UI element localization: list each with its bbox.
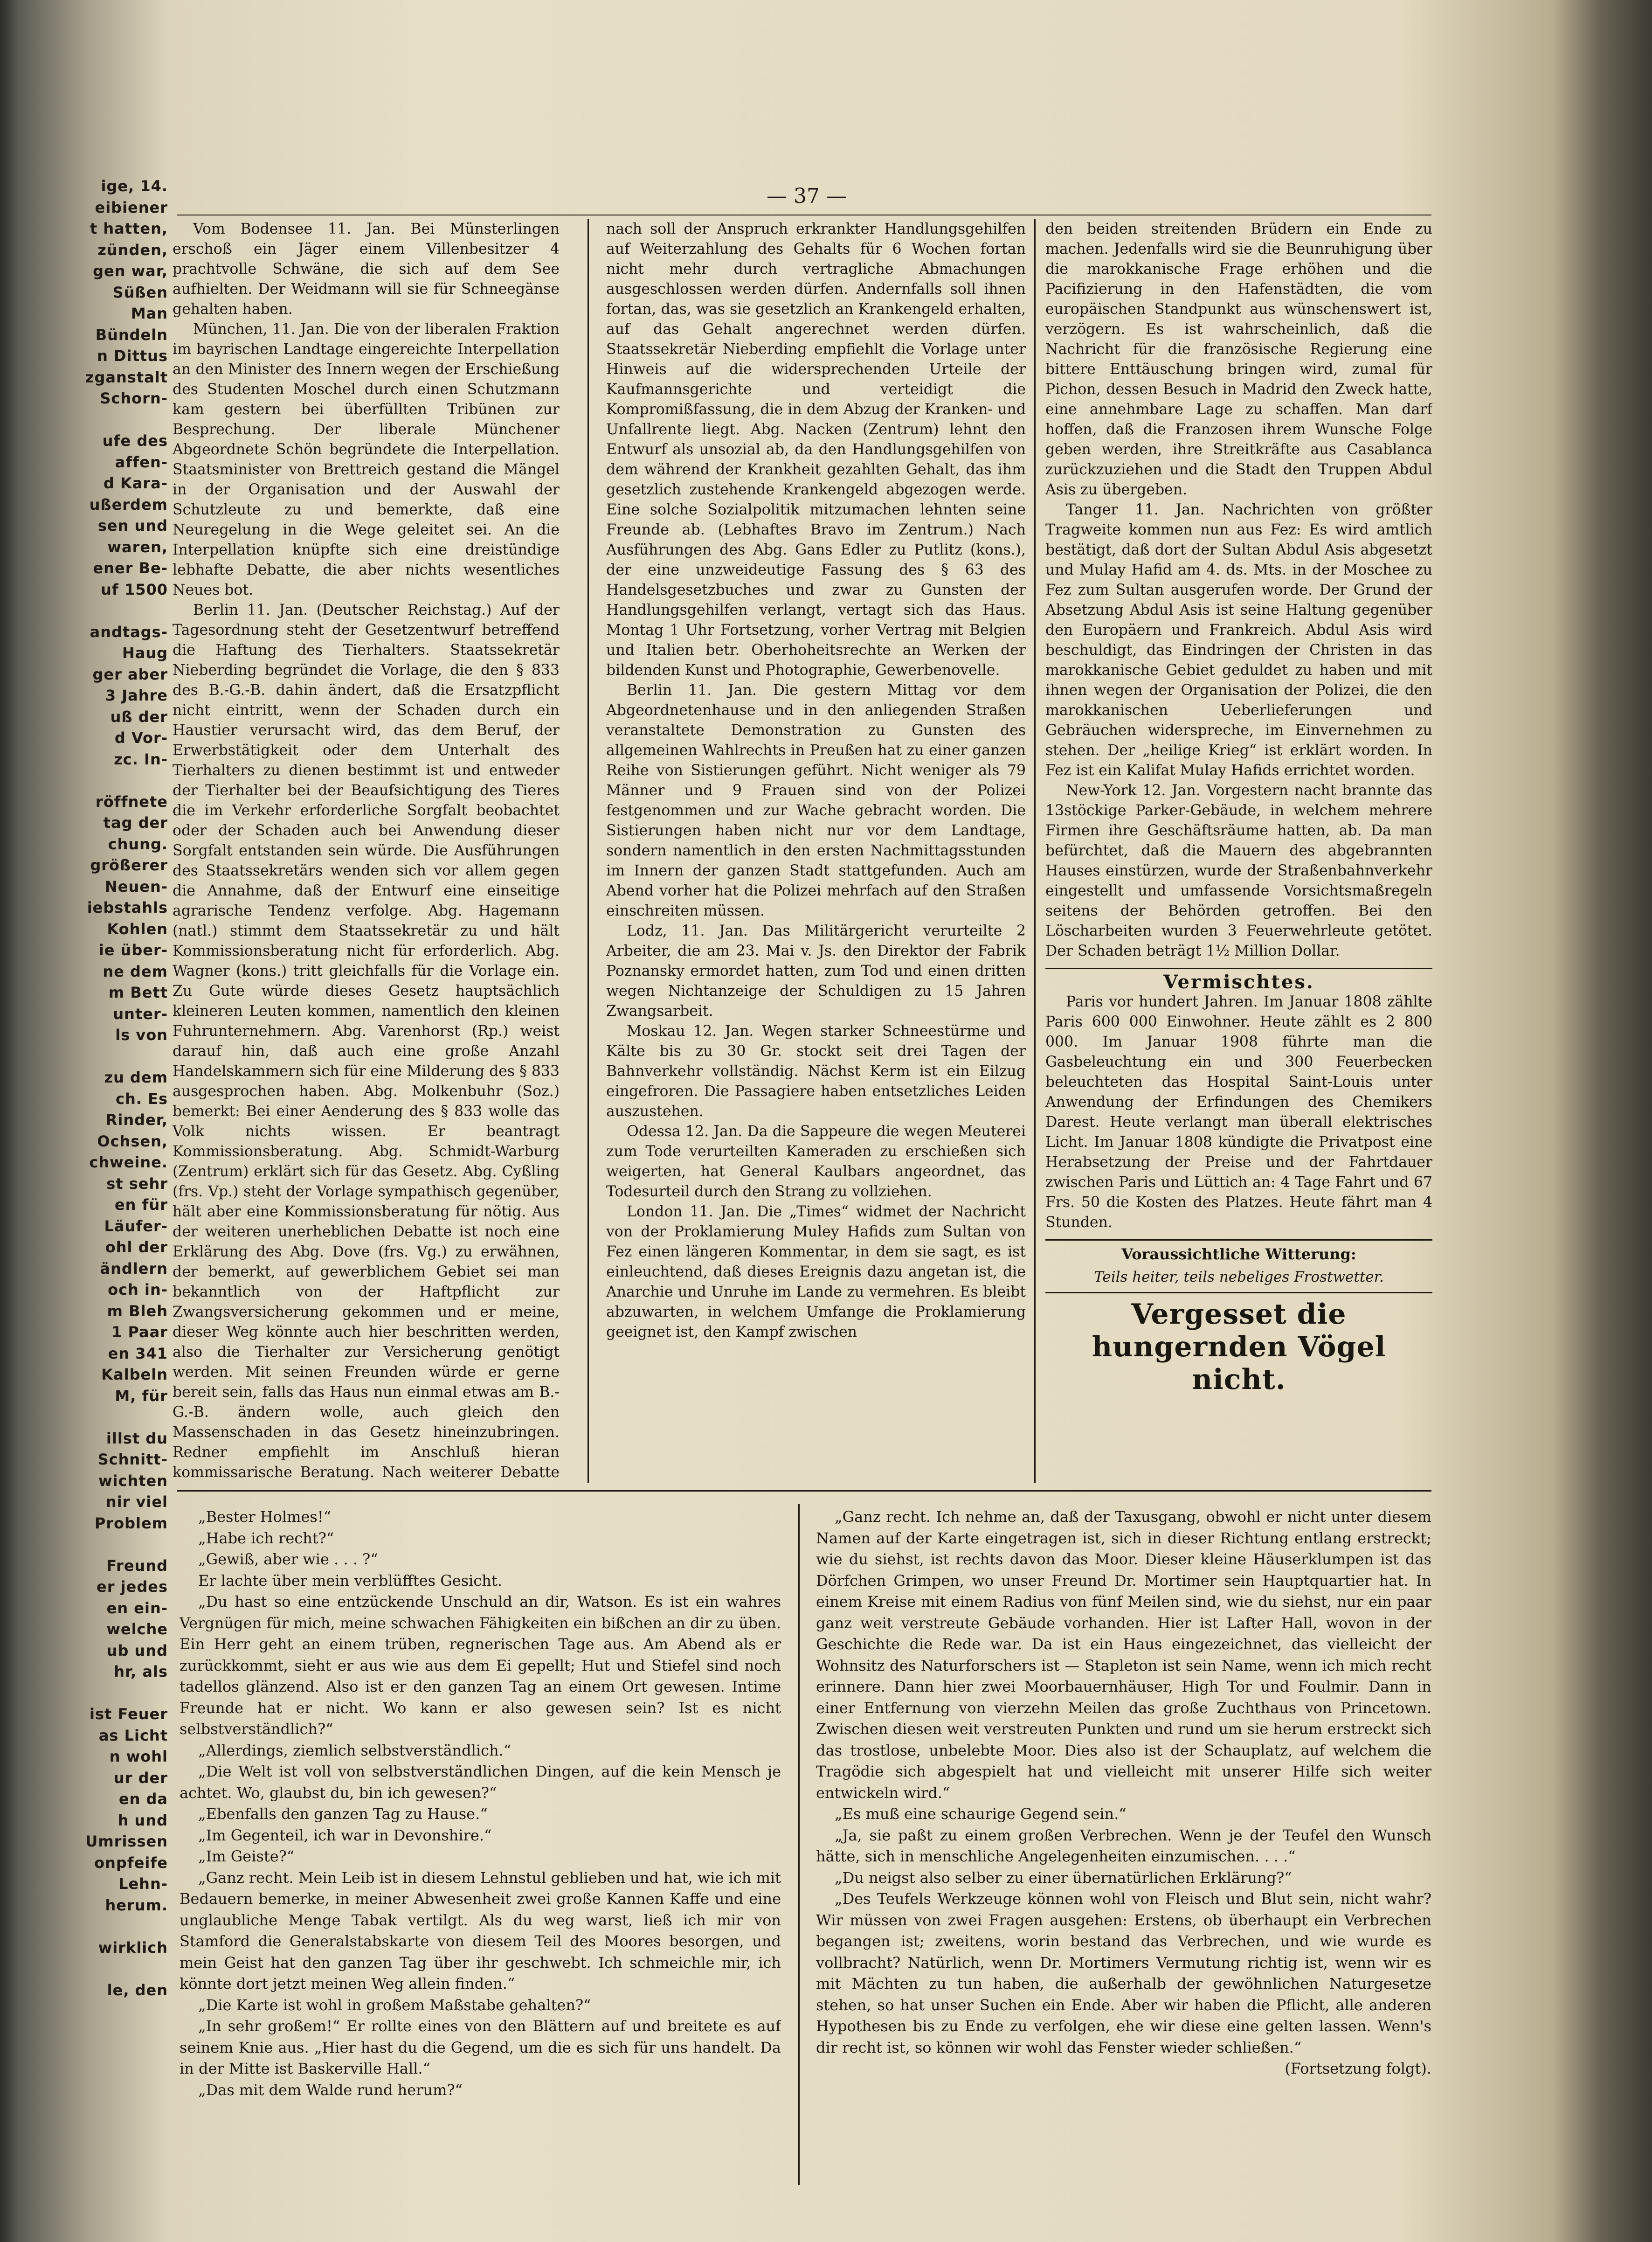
edge-fragment: 1 Paar (111, 1323, 168, 1341)
edge-fragment: affen- (115, 453, 168, 471)
story-para: „Habe ich recht?“ (198, 1529, 334, 1547)
story-para: „Allerdings, ziemlich selbstverständlich.“ (198, 1741, 511, 1759)
birds-rule (1045, 1292, 1432, 1293)
edge-fragment: Bündeln (95, 326, 168, 344)
page-number: — 37 — (767, 184, 847, 208)
edge-fragment: Man (131, 305, 168, 322)
article-reichstag: Berlin 11. Jan. (Deutscher Reichstag.) Auf der Tagesordnung steht der Gesetzentwurf betreffend die Haftung des Tierhalters. Staatssekretär Nieberding begründet die Vorlage, die den § 833 des B.-G.-B. dahin ändert, daß die Ersatzpflicht nicht eintritt, wenn der Schaden durch ein Haustier verursacht wird, das dem Beruf, der Erwerbstätigkeit oder dem Unterhalt des Tierhalters zu dienen bestimmt ist und entweder der Tierhalter bei der Beaufsichtigung des Tieres die im Verkehr erforderliche Sorgfalt beobachtet oder der Schaden auch bei Anwendung dieser Sorgfalt entstanden sein würde. Die Ausführungen des Staatssekretärs wenden sich vor allem gegen die Annahme, daß der Entwurf eine einseitige agrarische Tendenz verfolge. Abg. Hagemann (natl.) stimmt dem Staatssekretär zu und hält Kommissionsberatung nicht für erforderlich. Abg. Wagner (kons.) tritt gleichfalls für die Vorlage ein. Zu Gute würde dieses Gesetz hauptsächlich kleineren Leuten kommen, namentlich den kleinen Fuhrunternehmern. Abg. Varenhorst (Rp.) weist darauf hin, daß auch eine große Anzahl Handelskammern sich für eine Milderung des § 833 ausgesprochen haben. Abg. Molkenbuhr (Soz.) bemerkt: Bei einer Aenderung des § 833 wolle das Volk nichts wissen. Er beantragt Kommissionsberatung. Abg. Schmidt-Warburg (Zentrum) erklärt sich für das Gesetz. Abg. Cyßling (frs. Vp.) steht der Vorlage sympathisch gegenüber, hält aber eine Kommissionsberatung für nötig. Aus der weiteren unerheblichen Debatte ist noch eine Erklärung des Abg. Dove (frs. Vg.) zu erwähnen, der bemerkt, auf gewerblichem Gebiet sei man bekanntlich von der Haftpflicht zur Zwangsversicherung gekommen und er meine, dieser Weg könnte auch hier beschritten werden, also die Tierhalter zur Versicherung genötigt werden. Mit seinen Freunden würde er gerne bereit sein, falls das Haus nun einmal etwas am B.-G.-B. ändern wolle, auch gleich den Massenschaden in das Gesetz hineinzubringen. Redner empfiehlt im Anschluß hieran kommissarische Beratung. Nach weiterer Debatte (173, 602, 560, 1481)
edge-fragment: d Kara- (103, 474, 168, 492)
edge-fragment: en 341 (108, 1344, 168, 1362)
edge-fragment: Ochsen, (97, 1132, 168, 1150)
edge-fragment: Süßen (112, 283, 168, 301)
article-berlin-demonstration: Berlin 11. Jan. Die gestern Mittag vor dem Abgeordnetenhause und in den anliegenden Straßen veranstaltete Demonstration zu Gunsten des allgemeinen Wahlrechts in Preußen hat zu einer ganzen Reihe von Sistierungen geführt. Nicht weniger als 79 Männer und 9 Frauen sind von der Polizei festgenommen und zur Wache gebracht worden. Die Sistierungen haben nicht nur vor dem Landtage, sondern namentlich in den ersten Nachmittagsstunden im Innern der ganzen Stadt stattgefunden. Auch am Abend vorher hat die Polizei mehrfach auf den Straßen einschreiten müssen. (606, 682, 1026, 919)
edge-fragment: Umrissen (85, 1832, 168, 1850)
edge-fragment: ne dem (103, 962, 168, 980)
edge-fragment: nir viel (105, 1493, 168, 1511)
article-odessa: Odessa 12. Jan. Da die Sappeure die wegen Meuterei zum Tode verurteilten Kameraden zu erschießen sich weigerten, hat General Kaulbars angeordnet, das Todesurteil durch den Strang zu vollziehen. (606, 1123, 1026, 1200)
edge-fragment: zganstalt (85, 368, 168, 386)
edge-fragment: m Bett (108, 984, 168, 1001)
article-reichstag-cont: nach soll der Anspruch erkrankter Handlungsgehilfen auf Weiterzahlung des Gehalts für 6 Wochen fortan nicht mehr durch vertragliche Abmachungen ausgeschlossen werden dürfen. Andernfalls soll ihnen fortan, das, was sie gesetzlich an Krankengeld erhalten, auf das Gehalt angerechnet werden dürfen. Staatssekretär Nieberding empfiehlt die Vorlage unter Hinweis auf die widersprechenden Urteile der Kaufmannsgerichte und verteidigt die Kompromißfassung, die in dem Abzug der Kranken- und Unfallrente liegt. Abg. Nacken (Zentrum) lehnt den Entwurf als unsozial ab, da den Handlungsgehilfen von dem während der Krankheit gezahlten Gehalt, das ihm gesetzlich zustehende Krankengeld abgezogen werde. Eine solche Sozialpolitik mitzumachen lehnten seine Freunde ab. (Lebhaftes Bravo im Zentrum.) Nach Ausführungen des Abg. Gans Edler zu Putlitz (kons.), der eine unzweideutige Fassung des § 63 des Handelsgesetzbuches und zwar zu Gunsten der Handlungsgehilfen verlangt, vertagt sich das Haus. Montag 1 Uhr Fortsetzung, vorher Vertrag mit Belgien und Italien betr. Oberhoheitsrechte an Werken der bildenden Kunst und Photographie, Gewerbenovelle. (606, 221, 1026, 679)
edge-fragment: welche (106, 1620, 168, 1638)
edge-fragment: uf 1500 (101, 580, 168, 598)
edge-fragment: t hatten, (90, 220, 168, 237)
edge-fragment: ohl der (105, 1238, 168, 1256)
left-page-edge (14, 177, 168, 2071)
edge-fragment: ist Feuer (90, 1705, 168, 1723)
edge-fragment: le, den (107, 1981, 168, 1999)
story-para: „Gewiß, aber wie . . . ?“ (198, 1550, 378, 1568)
article-moskau: Moskau 12. Jan. Wegen starker Schneestürme und Kälte bis zu 30 Gr. stockt seit drei Tagen der Bahnverkehr vollständig. Nächst Kerm ist ein Eilzug eingefroren. Die Passagiere haben entsetzliches Leiden auszustehen. (606, 1023, 1026, 1120)
edge-fragment: ur der (113, 1769, 168, 1787)
edge-fragment: eibiener (95, 198, 168, 216)
story-para: „Ja, sie paßt zu einem großen Verbrechen. Wenn je der Teufel den Wunsch hätte, sich in menschliche Angelegenheiten einzumischen. . . .“ (816, 1826, 1431, 1865)
edge-fragment: ls von (115, 1026, 168, 1044)
edge-fragment: Freund (106, 1556, 168, 1575)
story-para: „Im Geiste?“ (198, 1847, 295, 1865)
edge-fragment: ufe des (102, 432, 168, 450)
article-lodz: Lodz, 11. Jan. Das Militärgericht verurteilte 2 Arbeiter, die am 23. Mai v. Js. den Direktor der Fabrik Poznansky ermordet hatten, zum Tod und einen dritten wegen Nichtanzeige der Schuldigen zu 15 Jahren Zwangsarbeit. (606, 923, 1026, 1020)
news-column-3 (1045, 219, 1432, 1483)
edge-fragment: Läufer- (104, 1217, 168, 1235)
weather-heading: Voraussichtliche Witterung: (1121, 1245, 1356, 1263)
edge-fragment: h und (118, 1811, 168, 1829)
edge-fragment: sen und (97, 517, 168, 534)
edge-fragment: as Licht (98, 1726, 168, 1744)
edge-fragment: chweine. (89, 1153, 168, 1171)
edge-fragment: hr, als (114, 1663, 168, 1680)
edge-fragment: er jedes (97, 1578, 168, 1596)
story-para: „Du neigst also selber zu einer übernatürlichen Erklärung?“ (835, 1868, 1292, 1887)
story-para: „Die Karte ist wohl in großem Maßstabe gehalten?“ (198, 1996, 591, 2014)
edge-fragment: n wohl (109, 1748, 168, 1765)
edge-fragment: ußerdem (89, 495, 168, 514)
news-column-2 (606, 219, 1026, 1483)
edge-fragment: waren, (107, 538, 168, 556)
edge-fragment: d Vor- (114, 729, 168, 747)
edge-fragment: ändlern (100, 1259, 168, 1277)
edge-fragment: ener Be- (93, 559, 168, 577)
edge-fragment: en für (114, 1196, 168, 1214)
edge-fragment: zc. In- (114, 750, 168, 768)
edge-fragment: en ein- (106, 1599, 168, 1617)
edge-fragment: zu dem (104, 1069, 168, 1086)
edge-fragment: Kohlen (107, 920, 168, 938)
edge-fragment: wichten (98, 1472, 168, 1490)
story-para: „Des Teufels Werkzeuge können wohl von Fleisch und Blut sein, nicht wahr? Wir müssen von zwei Fragen ausgehen: Erstens, ob überhaupt ein Verbrechen begangen ist; zweitens, worin bestand das Verbrechen, und wie wurde es vollbracht? Natürlich, wenn Dr. Mortimers Vermutung richtig ist, wenn wir es mit Mächten zu tun haben, die außerhalb der gewöhnlichen Naturgesetze stehen, so hat unser Suchen ein Ende. Aber wir haben die Pflicht, alle anderen Hypothesen bis zu Ende zu verfolgen, ehe wir diese eine gelten lassen. Wenn's dir recht ist, so können wir wohl das Fenster wieder schließen.“ (816, 1890, 1431, 2056)
story-para: „Ganz recht. Mein Leib ist in diesem Lehnstul geblieben und hat, wie ich mit Bedauern bemerke, in meiner Abwesenheit zwei große Kannen Kaffe und eine unglaubliche Menge Tabak vertilgt. Als du weg warst, ließ ich mir von Stamford die Generalstabskarte von diesem Teil des Moores besorgen, und mein Geist hat den ganzen Tag über ihr geschwebt. Ich schmeichle mir, ich könnte dort jetzt meinen Weg allein finden.“ (180, 1868, 781, 1992)
column-rule-2 (1034, 219, 1036, 1483)
edge-fragment: iebstahls (87, 899, 168, 916)
article-tanger: Tanger 11. Jan. Nachrichten von größter Tragweite kommen nun aus Fez: Es wird amtlich bestätigt, daß dort der Sultan Abdul Asis abgesetzt und Mulay Hafid am 4. ds. Mts. in der Moschee zu Fez zum Sultan ausgerufen worde. Der Grund der Absetzung Abdul Asis ist seine Haltung gegenüber den Europäern und Frankreich. Abdul Asis wird beschuldigt, das Eindringen der Christen in das marokkanische Gebiet geduldet zu haben und mit ihnen wegen der Organisation der Polizei, die den marokkanischen Ueberlieferungen und Gebräuchen widerspreche, im Einvernehmen zu stehen. Der „heilige Krieg“ ist erklärt worden. In Fez ist ein Kalifat Mulay Hafids errichtet worden. (1045, 501, 1432, 779)
edge-fragment: Lehn- (118, 1875, 168, 1893)
story-para: „Das mit dem Walde rund herum?“ (198, 2081, 463, 2099)
edge-fragment: st sehr (106, 1174, 168, 1193)
edge-fragment: Neuen- (104, 877, 168, 895)
edge-fragment: och in- (108, 1281, 168, 1298)
edge-fragment: Rinder, (105, 1111, 168, 1129)
story-para: „Bester Holmes!“ (198, 1508, 332, 1526)
misc-heading: Vermischtes. (1163, 971, 1314, 993)
feuilleton-column-rule (798, 1504, 800, 2185)
edge-fragment: ie über- (98, 941, 168, 959)
story-para: „Ganz recht. Ich nehme an, daß der Taxusgang, obwohl er nicht unter diesem Namen auf der Karte eingetragen ist, sich in dieser Richtung entlang erstreckt; wie du siehst, ist rechts davon das Moor. Dieser kleine Häuserklumpen ist das Dörfchen Grimpen, wo unser Freund Dr. Mortimer sein Hauptquartier hat. In einem Kreise mit einem Radius von fünf Meilen sind, wie du siehst, nur ein paar ganz weit verstreute Gebäude vorhanden. Hier ist Lafter Hall, wovon in der Geschichte die Rede war. Da ist ein Haus eingezeichnet, das vielleicht der Wohnsitz des Naturforschers ist — Stapleton ist sein Name, wenn ich mich recht erinnere. Dann hier zwei Moorbauernhäuser, High Tor und Foulmir. Dann in einer Entfernung von vierzehn Meilen das große Zuchthaus von Princetown. Zwischen diesen weit verstreuten Punkten und rund um sie herum erstreckt sich das trostlose, unbelebte Moor. Dies also ist der Schauplatz, auf welchem die Tragödie sich abgespielt hat und vielleicht mit unserer Hilfe sich weiter entwickeln wird.“ (816, 1508, 1431, 1802)
edge-fragment: ige, 14. (101, 177, 168, 195)
edge-fragment: röffnete (95, 792, 168, 811)
edge-fragment: unter- (113, 1005, 168, 1023)
edge-fragment: uß der (110, 708, 168, 726)
edge-fragment: illst du (106, 1429, 168, 1447)
edge-fragment: en da (118, 1790, 168, 1808)
feuilleton-column-left (180, 1506, 781, 2192)
edge-fragment: gen war, (93, 262, 168, 280)
edge-fragment: größerer (90, 856, 168, 874)
column-rule-1 (588, 219, 589, 1483)
story-para: „Im Gegenteil, ich war in Devonshire.“ (198, 1826, 492, 1844)
story-para: „Die Welt ist voll von selbstverständlichen Dingen, auf die kein Mensch je achtet. Wo, glaubst du, bin ich gewesen?“ (180, 1763, 781, 1802)
feuilleton-column-right (816, 1506, 1431, 2192)
edge-fragment: n Dittus (97, 347, 168, 365)
edge-fragment: Kalbeln (101, 1366, 168, 1383)
edge-fragment: ch. Es (116, 1090, 168, 1108)
feuilleton-divider (177, 1490, 1431, 1492)
misc-rule (1045, 968, 1432, 969)
article-paris: Paris vor hundert Jahren. Im Januar 1808 zählte Paris 600 000 Einwohner. Heute zählt es 2 800 000. Im Januar 1908 führte man die Gasbeleuchtung ein und 300 Feuerbecken beleuchteten das Hospital Saint-Louis unter Anwendung der Erfindungen des Chemikers Darest. Heute verlangt man überall elektrisches Licht. Im Januar 1808 kündigte die Privatpost eine Herabsetzung der Preise und der Fahrtdauer zwischen Paris und Lüttich an: 4 Tage Fahrt und 67 Frs. 50 die Kosten des Platzes. Heute fährt man 4 Stunden. (1045, 993, 1432, 1231)
edge-fragment: M, für (115, 1387, 168, 1405)
story-para: „Du hast so eine entzückende Unschuld an dir, Watson. Es ist ein wahres Vergnügen für mich, meine schwachen Fähigkeiten ein bißchen an dir zu üben. Ein Herr geht an einem trüben, regnerischen Tage aus. Am Abend als er zurückkommt, sieht er aus wie aus dem Ei gepellt; Hut und Stiefel sind noch tadellos glänzend. Also ist er den ganzen Tag an einem Ort gewesen. Intime Freunde hat er nicht. Wo kann er also gewesen sein? Ist es nicht selbstverständlich?“ (180, 1593, 781, 1738)
continuation-note: (Fortsetzung folgt). (1285, 2060, 1431, 2077)
article-muenchen: München, 11. Jan. Die von der liberalen Fraktion im bayrischen Landtage eingereichte Interpellation an den Minister des Innern wegen der Erschießung des Studenten Moschel durch einen Schutzmann kam gestern bei überfüllten Tribünen zur Besprechung. Der liberale Münchener Abgeordnete Schön begründete die Interpellation. Staatsminister von Brettreich gestand die Mängel in der Organisation und der Auswahl der Schutzleute zu und bemerkte, daß eine Neuregelung in die Wege geleitet sei. An die Interpellation knüpfte sich eine dreistündige lebhafte Debatte, die aber nichts wesentliches Neues bot. (173, 321, 560, 598)
edge-fragment: andtags- (90, 623, 168, 641)
edge-fragment: ub und (106, 1641, 168, 1659)
edge-fragment: 3 Jahre (105, 687, 168, 704)
weather-text: Teils heiter, teils nebeliges Frostwetter. (1094, 1269, 1384, 1285)
article-new-york: New-York 12. Jan. Vorgestern nacht brannte das 13stöckige Parker-Gebäude, in welchem mehrere Firmen ihre Geschäftsräume hatten, ab. Da man befürchtet, daß die Mauern des abgebrannten Hauses einstürzen, wurde der Straßenbahnverkehr eingestellt und umfassende Vorsichtsmaßregeln seitens der Behörden getroffen. Bei den Löscharbeiten wurden 3 Feuerwehrleute getötet. Der Schaden beträgt 1½ Million Dollar. (1045, 782, 1432, 959)
article-london-cont: den beiden streitenden Brüdern ein Ende zu machen. Jedenfalls wird sie die Beunruhigung über die marokkanische Frage erhöhen und die Pacifizierung in den Hafenstädten, die vom europäischen Standpunkt aus wünschenswert ist, verzögern. Es ist wahrscheinlich, daß die Nachricht für die französische Regierung eine bittere Enttäuschung bringen wird, zumal für Pichon, dessen Besuch in Madrid den Zweck hatte, eine annehmbare Lage zu schaffen. Man darf hoffen, daß die Franzosen ihrem Wunsche Folge geben werden, ihre Streitkräfte aus Casablanca zurückzuziehen und die Stadt den Truppen Abdul Asis zu übergeben. (1045, 221, 1432, 498)
story-para: „Es muß eine schaurige Gegend sein.“ (835, 1805, 1127, 1823)
news-column-1 (173, 219, 560, 1483)
edge-fragment: Haug (122, 644, 168, 662)
article-london: London 11. Jan. Die „Times“ widmet der Nachricht von der Proklamierung Muley Hafids zum Sultan von Fez einen längeren Kommentar, in dem sie sagt, es ist einleuchtend, daß dieses Ereignis dazu angetan ist, die Anarchie und Unruhe im Lande zu vermehren. Es bleibt abzuwarten, in welchem Umfange die Proklamierung geeignet ist, den Kampf zwischen (606, 1203, 1026, 1340)
edge-fragment: Problem (94, 1514, 168, 1532)
article-bodensee: Vom Bodensee 11. Jan. Bei Münsterlingen erschoß ein Jäger einem Villenbesitzer 4 prachtvolle Schwäne, die sich auf dem See aufhielten. Der Weidmann will sie für Schneegänse gehalten haben. (173, 221, 560, 318)
edge-fragment: wirklich (98, 1938, 168, 1957)
edge-fragment: ger aber (92, 665, 168, 683)
edge-fragment: tag der (103, 814, 168, 832)
story-para: Er lachte über mein verblüfftes Gesicht. (198, 1571, 502, 1590)
weather-rule (1045, 1239, 1432, 1241)
edge-fragment: m Bleh (107, 1302, 168, 1320)
story-para: „Ebenfalls den ganzen Tag zu Hause.“ (198, 1805, 488, 1823)
edge-fragment: onpfeife (94, 1853, 168, 1872)
edge-fragment: Schnitt- (97, 1451, 168, 1468)
story-para: „In sehr großem!“ Er rollte eines von den Blättern auf und breitete es auf seinem Knie aus. „Hier hast du die Gegend, um die es sich für uns handelt. Da in der Mitte ist Baskerville Hall.“ (180, 2017, 781, 2077)
edge-fragment: zünden, (97, 241, 168, 259)
edge-fragment: chung. (108, 835, 168, 853)
birds-notice: Vergesset die hungernden Vögel nicht. (1092, 1298, 1386, 1396)
edge-fragment: herum. (105, 1896, 168, 1914)
edge-fragment: Schorn- (100, 389, 168, 407)
